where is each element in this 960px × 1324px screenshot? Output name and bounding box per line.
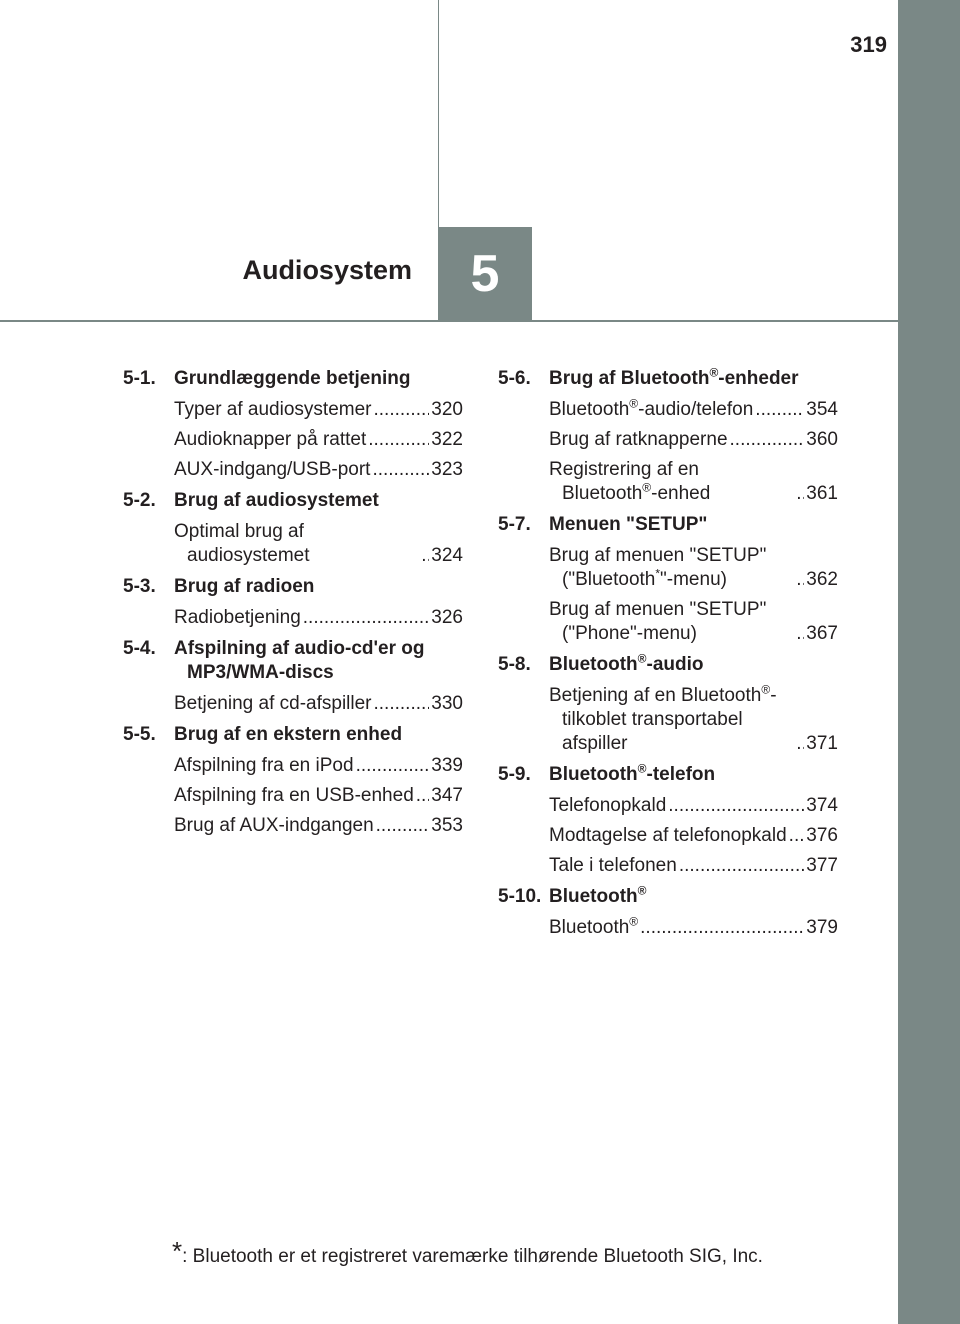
entry-title: Afspilning fra en iPod [174, 755, 354, 776]
title-text: Tale i telefonen [549, 855, 677, 876]
section-number: 5-3. [123, 576, 156, 597]
entry-page: 353 [431, 815, 463, 836]
title-text: Brug af menuen "SETUP" ("Bluetooth [549, 545, 767, 590]
entry-title [549, 824, 787, 848]
dot-leader [421, 544, 429, 568]
section-title: Afspilning af audio-cd'er og MP3/WMA-discs [174, 638, 425, 683]
toc-section [123, 575, 463, 630]
entry-page: 354 [806, 399, 838, 420]
superscript-mark: ® [629, 396, 639, 411]
entry-page: 347 [431, 785, 463, 806]
entry-page: 326 [431, 607, 463, 628]
section-heading[interactable] [498, 763, 838, 787]
section-title: Brug af en ekstern enhed [174, 724, 403, 745]
dot-leader [796, 732, 804, 756]
toc-entry[interactable] [174, 784, 463, 808]
section-number: 5-4. [123, 638, 156, 659]
section-title [549, 885, 838, 909]
entry-page: 379 [806, 917, 838, 938]
title-text: Betjening af en Bluetooth [549, 685, 762, 706]
section-title [549, 513, 838, 537]
title-text: Brug af Bluetooth [549, 368, 710, 389]
toc-entry[interactable] [174, 428, 463, 452]
chapter-number: 5 [438, 227, 532, 321]
toc-entry[interactable] [549, 458, 838, 506]
section-title: Brug af audiosystemet [174, 490, 379, 511]
entry-title: Radiobetjening [174, 607, 301, 628]
dot-leader [372, 458, 429, 482]
title-text: Bluetooth [549, 886, 638, 907]
section-number: 5-9. [498, 764, 531, 785]
page-number: 319 [850, 32, 887, 57]
section-heading[interactable] [498, 367, 838, 391]
dot-leader [730, 428, 805, 452]
superscript-mark: ® [629, 914, 639, 929]
section-heading[interactable] [498, 653, 838, 677]
toc-section [123, 489, 463, 568]
title-text: Bluetooth [549, 654, 638, 675]
toc-entry[interactable] [549, 398, 838, 422]
entry-title: Betjening af cd-afspiller [174, 693, 372, 714]
entry-title: Typer af audiosystemer [174, 399, 372, 420]
section-title [549, 763, 838, 787]
divider-vertical [438, 0, 439, 228]
entry-page: 362 [806, 569, 838, 590]
dot-leader [303, 606, 430, 630]
toc-entry[interactable] [549, 684, 838, 756]
chapter-title: Audiosystem [242, 255, 412, 285]
title-text: Brug af ratknapperne [549, 429, 728, 450]
title-text: Bluetooth [549, 399, 630, 420]
section-title: Grundlæggende betjening [174, 368, 411, 389]
superscript-mark: ® [642, 480, 652, 495]
dot-leader [796, 482, 804, 506]
title-text-suffix: -enheder [718, 368, 799, 389]
dot-leader [356, 754, 430, 778]
section-number: 5-7. [498, 514, 531, 535]
section-heading[interactable] [123, 723, 463, 747]
entry-page: 323 [431, 459, 463, 480]
dot-leader [368, 428, 429, 452]
entry-page: 322 [431, 429, 463, 450]
title-text: Registrering af en Bluetooth [549, 459, 699, 504]
entry-page: 371 [806, 733, 838, 754]
toc-entry[interactable] [549, 598, 838, 646]
dot-leader [376, 814, 430, 838]
title-text-suffix: -telefon [646, 764, 716, 785]
toc-section [498, 763, 838, 878]
section-number: 5-8. [498, 654, 531, 675]
toc-entry[interactable] [174, 754, 463, 778]
title-text-suffix: "-menu) [660, 569, 727, 590]
title-text: Telefonopkald [549, 795, 667, 816]
toc-section [498, 513, 838, 646]
superscript-mark: ® [761, 682, 771, 697]
toc-entry[interactable] [174, 814, 463, 838]
entry-title [549, 794, 666, 818]
entry-title: Afspilning fra en USB-enhed [174, 785, 414, 806]
toc-entry[interactable] [549, 824, 838, 848]
toc-section [123, 637, 463, 716]
superscript-mark: ® [637, 761, 647, 776]
title-text-suffix: -audio [646, 654, 704, 675]
toc-entry[interactable] [174, 692, 463, 716]
title-text-suffix: -enhed [651, 483, 711, 504]
entry-page: 320 [431, 399, 463, 420]
section-number: 5-5. [123, 724, 156, 745]
toc-entry[interactable] [549, 794, 838, 818]
entry-page: 324 [431, 545, 463, 566]
dot-leader [679, 854, 804, 878]
entry-page: 339 [431, 755, 463, 776]
dot-leader [416, 784, 430, 808]
toc-right-column [498, 367, 838, 947]
entry-title [549, 544, 794, 592]
section-heading[interactable] [123, 637, 463, 685]
title-text: Bluetooth [549, 917, 630, 938]
toc-entry[interactable] [549, 916, 838, 940]
section-heading[interactable] [498, 513, 838, 537]
toc-left-column [123, 367, 463, 845]
section-title [549, 653, 838, 677]
entry-title: Brug af AUX-indgangen [174, 815, 374, 836]
toc-section [123, 723, 463, 838]
entry-title [549, 398, 753, 422]
entry-page: 376 [806, 825, 838, 846]
entry-page: 330 [431, 693, 463, 714]
section-heading[interactable] [498, 885, 838, 909]
title-text: Modtagelse af telefonopkald [549, 825, 787, 846]
superscript-mark: ® [637, 651, 647, 666]
entry-title [549, 458, 794, 506]
title-text: Brug af menuen "SETUP" ("Phone"-menu) [549, 599, 767, 644]
title-text-suffix: - tilkoblet transportabel afspiller [562, 685, 777, 754]
footnote [172, 1236, 763, 1268]
chapter-side-tab [898, 0, 960, 1324]
toc-entry[interactable] [174, 398, 463, 422]
superscript-mark: ® [637, 883, 647, 898]
entry-title: Optimal brug af audiosystemet [174, 521, 310, 566]
dot-leader [755, 398, 804, 422]
toc-section [498, 367, 838, 506]
entry-page: 361 [806, 483, 838, 504]
dot-leader [796, 568, 804, 592]
entry-title [549, 598, 794, 646]
entry-title [549, 684, 794, 756]
entry-page: 374 [806, 795, 838, 816]
entry-title [549, 916, 638, 940]
toc-section [498, 653, 838, 756]
title-text: Menuen "SETUP" [549, 514, 708, 535]
section-number: 5-6. [498, 368, 531, 389]
toc-entry[interactable] [549, 428, 838, 452]
entry-page: 360 [806, 429, 838, 450]
title-text-suffix: -audio/telefon [638, 399, 754, 420]
dot-leader [789, 824, 805, 848]
section-title: Brug af radioen [174, 576, 315, 597]
section-heading[interactable] [123, 489, 463, 513]
title-text: Bluetooth [549, 764, 638, 785]
section-number: 5-10. [498, 886, 542, 907]
section-number: 5-2. [123, 490, 156, 511]
toc-entry[interactable] [549, 544, 838, 592]
dot-leader [373, 398, 429, 422]
toc-section [498, 885, 838, 940]
dot-leader [640, 916, 804, 940]
entry-title: AUX-indgang/USB-port [174, 459, 371, 480]
section-number: 5-1. [123, 368, 156, 389]
entry-page: 367 [806, 623, 838, 644]
dot-leader [796, 622, 804, 646]
superscript-mark: * [655, 566, 661, 581]
dot-leader [374, 692, 430, 716]
toc-entry[interactable] [174, 520, 463, 568]
entry-title [549, 428, 728, 452]
entry-title [549, 854, 677, 878]
dot-leader [668, 794, 804, 818]
toc-entry[interactable] [549, 854, 838, 878]
superscript-mark: ® [709, 365, 719, 380]
footnote-text: : Bluetooth er et registreret varemærke tilhørende Bluetooth SIG, Inc. [182, 1246, 763, 1267]
section-title [549, 367, 838, 391]
toc-entry[interactable] [174, 606, 463, 630]
section-heading[interactable] [123, 367, 463, 391]
toc-entry[interactable] [174, 458, 463, 482]
section-heading[interactable] [123, 575, 463, 599]
entry-page: 377 [806, 855, 838, 876]
toc-section [123, 367, 463, 482]
entry-title: Audioknapper på rattet [174, 429, 367, 450]
footnote-star: * [172, 1236, 183, 1266]
